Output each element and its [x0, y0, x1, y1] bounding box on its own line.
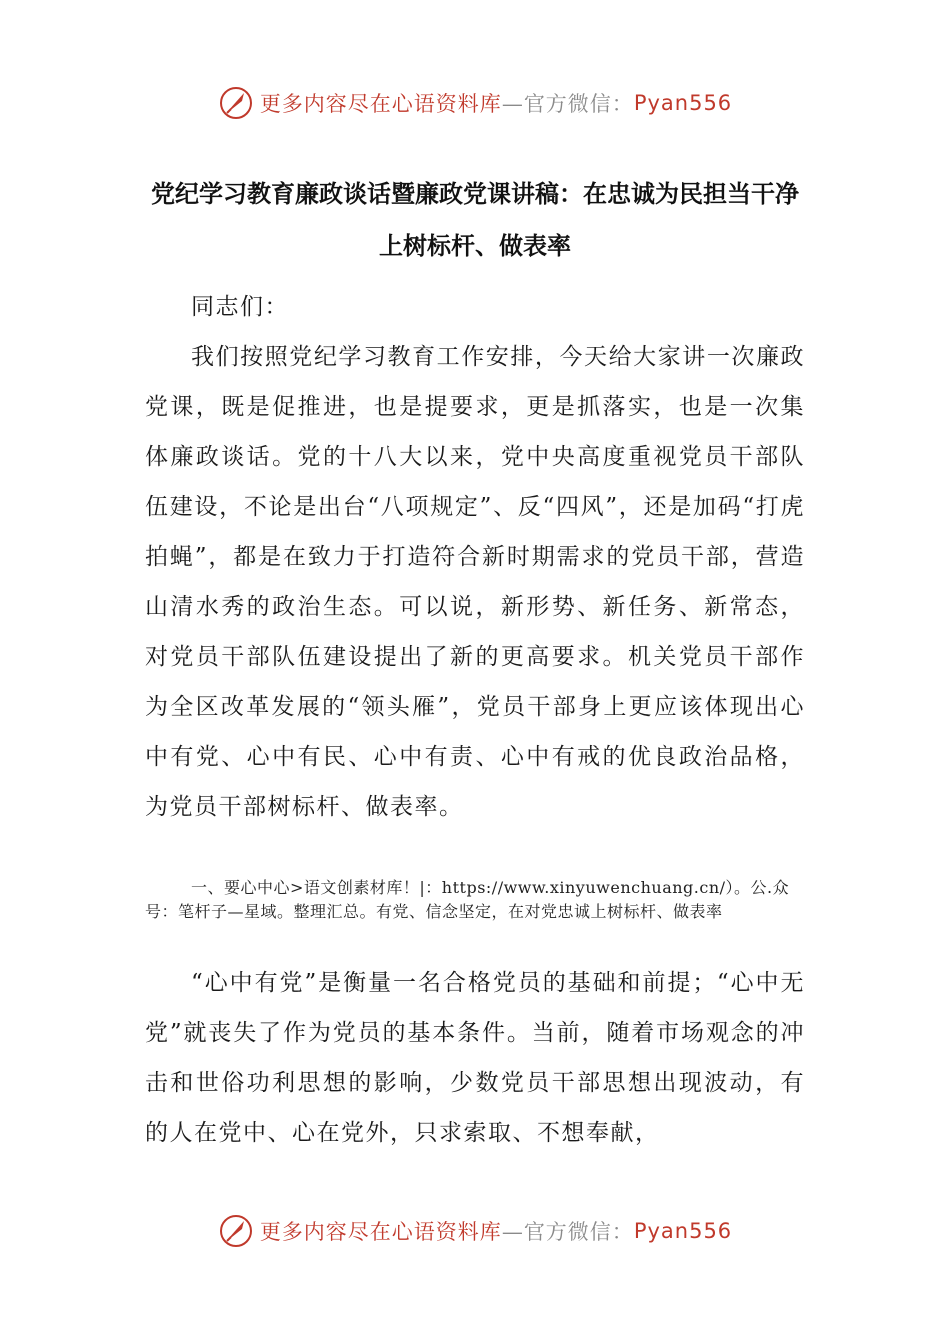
- paragraph-1: 我们按照党纪学习教育工作安排，今天给大家讲一次廉政党课，既是促推进，也是提要求，更是抓落实，也是一次集体廉政谈话。党的十八大以来，党中央高度重视党员干部队伍建设，不论是出台“八项规定”、反“四风”，还是加码“打虎拍蝇”，都是在致力于打造符合新时期需求的党员干部，营造山清水秀的政治生态。可以说，新形势、新任务、新常态，对党员干部队伍建设提出了新的更高要求。机关党员干部作为全区改革发展的“领头雁”，党员干部身上更应该体现出心中有党、心中有民、心中有责、心中有戒的优良政治品格，为党员干部树标杆、做表率。: [145, 344, 805, 820]
- banner-wechat-id: Pyan556: [633, 91, 733, 115]
- banner-wechat-id: Pyan556: [633, 1219, 733, 1243]
- header-banner: [0, 78, 950, 128]
- quill-pen-icon: [218, 85, 254, 121]
- section-heading: 一、要心中心>语文创素材库！|：https://www.xinyuwenchuang.cn/）。公.众号：笔杆子—星域。整理汇总。有党、信念坚定，在对党忠诚上树标杆、做表率: [145, 878, 790, 921]
- salutation: 同志们：: [191, 294, 289, 320]
- footer-banner: [0, 1206, 950, 1256]
- page-title: 党纪学习教育廉政谈话暨廉政党课讲稿：在忠诚为民担当干净上树标杆、做表率: [151, 180, 799, 260]
- banner-grey-text: —官方微信：: [501, 1220, 634, 1244]
- banner-red-text: 更多内容尽在心语资料库: [259, 1220, 502, 1244]
- banner-grey-text: —官方微信：: [501, 92, 634, 116]
- quill-pen-icon: [218, 1213, 254, 1249]
- paragraph-2: “心中有党”是衡量一名合格党员的基础和前提；“心中无党”就丧失了作为党员的基本条件。当前，随着市场观念的冲击和世俗功利思想的影响，少数党员干部思想出现波动，有的人在党中、心在党外，只求索取、不想奉献，: [145, 970, 805, 1146]
- banner-red-text: 更多内容尽在心语资料库: [259, 92, 502, 116]
